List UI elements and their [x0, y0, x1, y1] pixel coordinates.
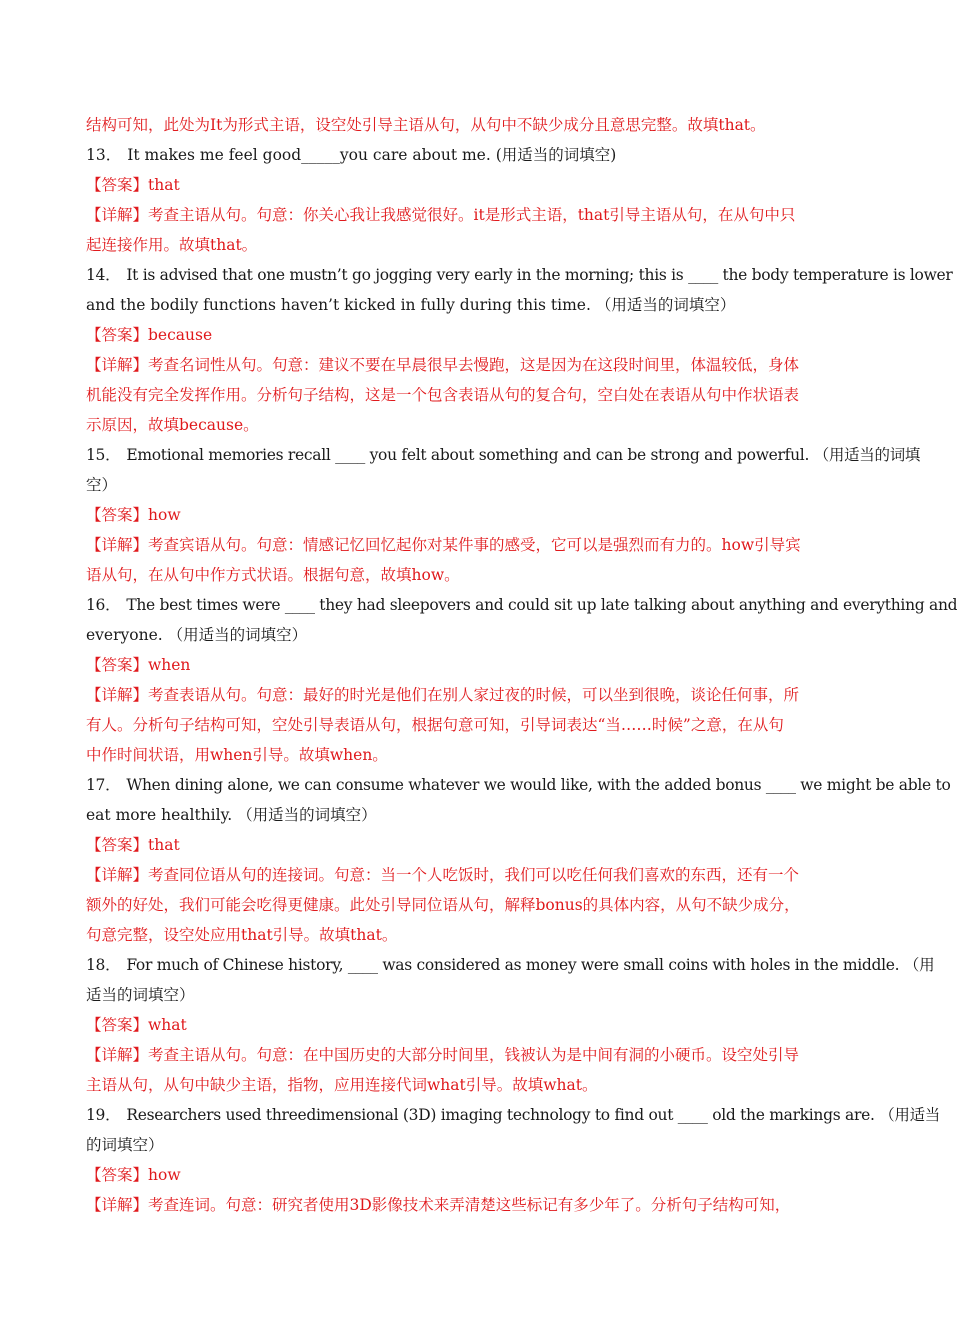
question-number: 18．: [86, 956, 121, 974]
question-text: [86, 980, 858, 1010]
answer-line: 【答案】that: [86, 176, 180, 194]
answer-line: 【答案】because: [86, 326, 213, 344]
question-line: everyone. （用适当的词填空）: [86, 626, 308, 644]
detail-line: 机能没有完全发挥作用。分析句子结构，这是一个包含表语从句的复合句，空白处在表语从句中作状语表: [86, 386, 800, 404]
question-text: [86, 950, 935, 980]
question-text: [86, 800, 858, 830]
answer-line: 【答案】how: [86, 1166, 181, 1184]
detail-line: 【详解】考查主语从句。句意：在中国历史的大部分时间里，钱被认为是中间有洞的小硬币。设空处引导: [86, 1046, 800, 1064]
question-text: [86, 770, 951, 800]
answer-line: 【答案】how: [86, 506, 181, 524]
question-block: [86, 590, 957, 770]
question-number: 16．: [86, 596, 121, 614]
question-line: 适当的词填空）: [86, 986, 195, 1004]
detail-line: 有人。分析句子结构可知，空处引导表语从句，根据句意可知，引导词表达“当……时候”之意，在从句: [86, 716, 784, 734]
question-number: 15．: [86, 446, 121, 464]
detail-line: 【详解】考查连词。句意：研究者使用3D影像技术来弄清楚这些标记有多少年了。分析句子结构可知，: [86, 1196, 791, 1214]
question-block: [86, 1100, 941, 1220]
detail-line: 【详解】考查表语从句。句意：最好的时光是他们在别人家过夜的时候，可以坐到很晚，谈论任何事，所: [86, 686, 800, 704]
question-text: [86, 440, 921, 470]
question-text: [86, 590, 957, 620]
detail-line: 【详解】考查主语从句。句意：你关心我让我感觉很好。it是形式主语，that引导主语从句，在从句中只: [86, 206, 796, 224]
question-line: 的词填空）: [86, 1136, 164, 1154]
question-line: The best times were ____ they had sleepovers and could sit up late talking about anything and everything and: [126, 596, 957, 614]
detail-line: 【详解】考查同位语从句的连接词。句意：当一个人吃饭时，我们可以吃任何我们喜欢的东西，还有一个: [86, 866, 800, 884]
detail-line: 示原因，故填because。: [86, 416, 259, 434]
answer-line: 【答案】what: [86, 1016, 187, 1034]
detail-line: 语从句，在从句中作方式状语。根据句意，故填how。: [86, 566, 460, 584]
question-block: [86, 260, 953, 440]
question-text: [86, 1130, 858, 1160]
question-line: 空）: [86, 476, 118, 494]
question-line: Researchers used threedimensional (3D) imaging technology to find out ____ old the markings are. （用适当: [126, 1106, 941, 1124]
question-number: 13．: [86, 146, 122, 164]
question-line: For much of Chinese history, ____ was considered as money were small coins with holes in the middle. （用: [126, 956, 935, 974]
document-body: [86, 110, 957, 1220]
answer-line: 【答案】when: [86, 656, 191, 674]
answer-line: 【答案】that: [86, 836, 180, 854]
question-line: It makes me feel good_____you care about me. (用适当的词填空): [127, 146, 617, 164]
question-text: [86, 1100, 941, 1130]
detail-line: 主语从句，从句中缺少主语，指物，应用连接代词what引导。故填what。: [86, 1076, 598, 1094]
question-number: 17．: [86, 776, 121, 794]
question-text: [86, 290, 858, 320]
detail-line: 起连接作用。故填that。: [86, 236, 258, 254]
question-text: [86, 470, 858, 500]
question-text: [86, 260, 953, 290]
question-line: It is advised that one mustn’t go jogging very early in the morning; this is ____ the body temperature is lower: [126, 266, 953, 284]
question-block: [86, 140, 858, 260]
detail-line: 额外的好处，我们可能会吃得更健康。此处引导同位语从句，解释bonus的具体内容，从句不缺少成分，: [86, 896, 800, 914]
detail-line: 中作时间状语，用when引导。故填when。: [86, 746, 388, 764]
question-line: eat more healthily. （用适当的词填空）: [86, 806, 377, 824]
detail-line: 【详解】考查名词性从句。句意：建议不要在早晨很早去慢跑，这是因为在这段时间里，体温较低，身体: [86, 356, 800, 374]
question-number: 19．: [86, 1106, 121, 1124]
detail-line: 【详解】考查宾语从句。句意：情感记忆回忆起你对某件事的感受，它可以是强烈而有力的。how引导宾: [86, 536, 801, 554]
question-line: and the bodily functions haven’t kicked in fully during this time. （用适当的词填空）: [86, 296, 736, 314]
question-line: Emotional memories recall ____ you felt about something and can be strong and powerful. （用适当的词填: [126, 446, 921, 464]
detail-continuation: 结构可知，此处为It为形式主语，设空处引导主语从句，从句中不缺少成分且意思完整。故填that。: [86, 116, 766, 134]
detail-line: 句意完整，设空处应用that引导。故填that。: [86, 926, 398, 944]
question-block: [86, 440, 921, 590]
question-text: [86, 620, 858, 650]
question-text: [86, 140, 858, 170]
question-line: When dining alone, we can consume whatever we would like, with the added bonus ____ we might be able to: [126, 776, 951, 794]
question-block: [86, 770, 951, 950]
question-number: 14．: [86, 266, 121, 284]
question-block: [86, 950, 935, 1100]
